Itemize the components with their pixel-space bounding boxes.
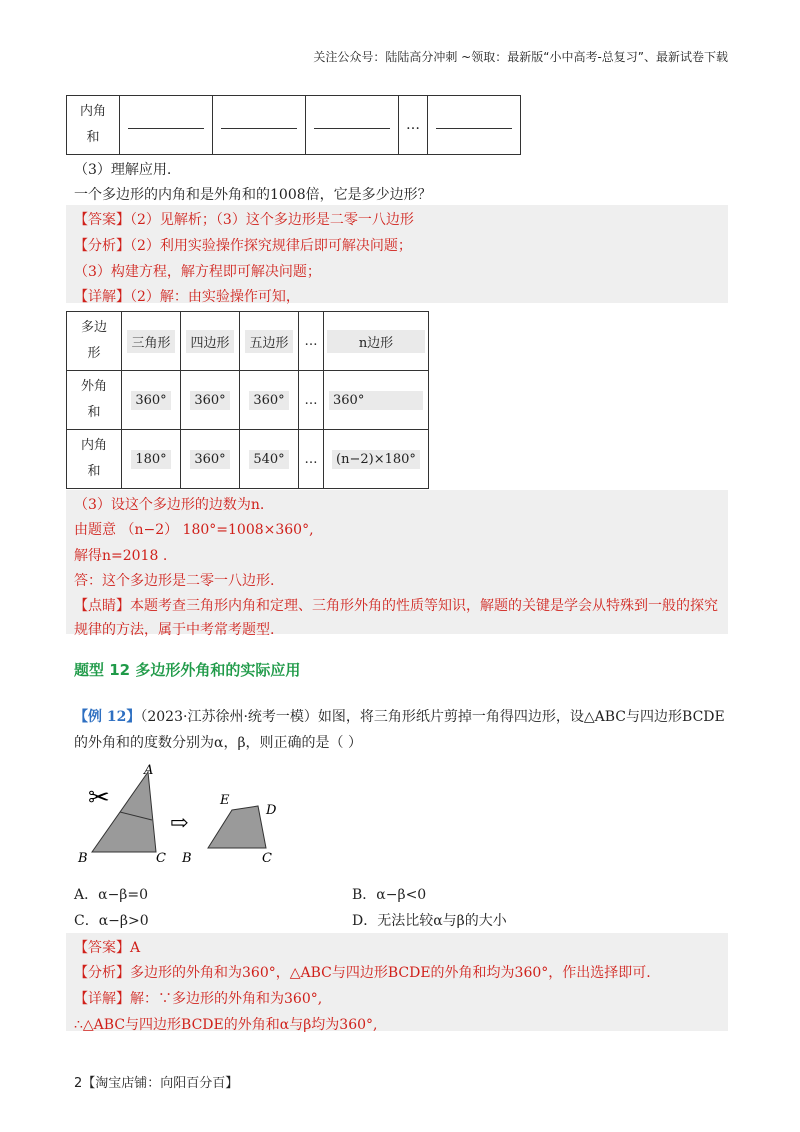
label-b: B [78, 851, 88, 866]
row-label: 外角和 [67, 371, 122, 430]
solution-2: 由题意 （n−2） 180°=1008×360°, [74, 522, 314, 538]
example-text: （2023·江苏徐州·统考一模）如图，将三角形纸片剪掉一角得四边形，设△ABC与四边形BCDE [140, 709, 725, 725]
dianjing-1: 【点睛】本题考查三角形内角和定理、三角形外角的性质等知识，解题的关键是学会从特殊到一般的探究 [74, 598, 718, 614]
detail-2b: ∴△ABC与四边形BCDE的外角和α与β均为360°, [74, 1017, 378, 1033]
value-cell: 360° [324, 371, 429, 430]
label-c2: C [262, 851, 272, 866]
analysis-1b: （3）构建方程，解方程即可解决问题； [74, 264, 321, 280]
value-cell: (n−2)×180° [324, 430, 429, 489]
blank-cell [120, 96, 213, 155]
blank-cell [428, 96, 521, 155]
polygon-table [66, 311, 429, 489]
page-header: 关注公众号：陆陆高分冲刺 ~领取：最新版“小中高考-总复习”、最新试卷下载 [313, 50, 728, 64]
value-cell: 360° [122, 371, 181, 430]
q3-text: 一个多边形的内角和是外角和的1008倍，它是多少边形？ [74, 187, 432, 203]
header-cell: … [299, 312, 324, 371]
value-cell: … [299, 430, 324, 489]
value-cell: 360° [181, 371, 240, 430]
label-a: A [144, 763, 154, 778]
example-line [74, 706, 725, 726]
header-cell: n边形 [324, 312, 429, 371]
detail-1: 【详解】（2）解：由实验操作可知， [74, 289, 300, 305]
header-cell: 三角形 [122, 312, 181, 371]
header-cell: 五边形 [240, 312, 299, 371]
q3-label: （3）理解应用. [74, 162, 172, 178]
option-b: B．α−β<0 [352, 887, 427, 903]
figure [70, 758, 290, 870]
ellipsis-cell: … [399, 96, 428, 155]
blank-table [66, 95, 521, 155]
header-cell: 四边形 [181, 312, 240, 371]
row-label: 内角和 [67, 96, 120, 155]
section-title: 题型 12 多边形外角和的实际应用 [74, 661, 301, 679]
value-cell: 180° [122, 430, 181, 489]
solution-3: 解得n=2018 . [74, 548, 168, 564]
answer-1: 【答案】（2）见解析；（3）这个多边形是二零一八边形 [74, 212, 414, 228]
page-footer: 2【淘宝店铺：向阳百分百】 [74, 1076, 239, 1091]
scissors-icon: ✂ [88, 783, 110, 813]
value-cell: … [299, 371, 324, 430]
row-label: 内角和 [67, 430, 122, 489]
blank-cell [213, 96, 306, 155]
label-c: C [156, 851, 166, 866]
solution-4: 答：这个多边形是二零一八边形. [74, 573, 275, 589]
detail-2a: 【详解】解：∵多边形的外角和为360°, [74, 991, 323, 1007]
value-cell: 540° [240, 430, 299, 489]
blank-cell [306, 96, 399, 155]
col0-header: 多边形 [67, 312, 122, 371]
example-tag: 【例 12】 [74, 709, 141, 725]
analysis-1a: 【分析】（2）利用实验操作探究规律后即可解决问题； [74, 238, 412, 254]
label-d: D [266, 803, 277, 818]
analysis-2: 【分析】多边形的外角和为360°，△ABC与四边形BCDE的外角和均为360°，作出选择即可. [74, 965, 651, 981]
arrow-icon: ⇨ [170, 811, 189, 836]
dianjing-2: 规律的方法，属于中考常考题型. [74, 622, 275, 638]
option-d: D．无法比较α与β的大小 [352, 913, 507, 929]
example-text-2: 的外角和的度数分别为α，β，则正确的是（ ） [74, 735, 362, 751]
option-a: A．α−β=0 [74, 887, 149, 903]
value-cell: 360° [181, 430, 240, 489]
answer-2: 【答案】A [74, 940, 141, 956]
label-b2: B [182, 851, 192, 866]
option-c: C．α−β>0 [74, 913, 149, 929]
label-e: E [220, 793, 230, 808]
solution-1: （3）设这个多边形的边数为n. [74, 497, 265, 513]
value-cell: 360° [240, 371, 299, 430]
